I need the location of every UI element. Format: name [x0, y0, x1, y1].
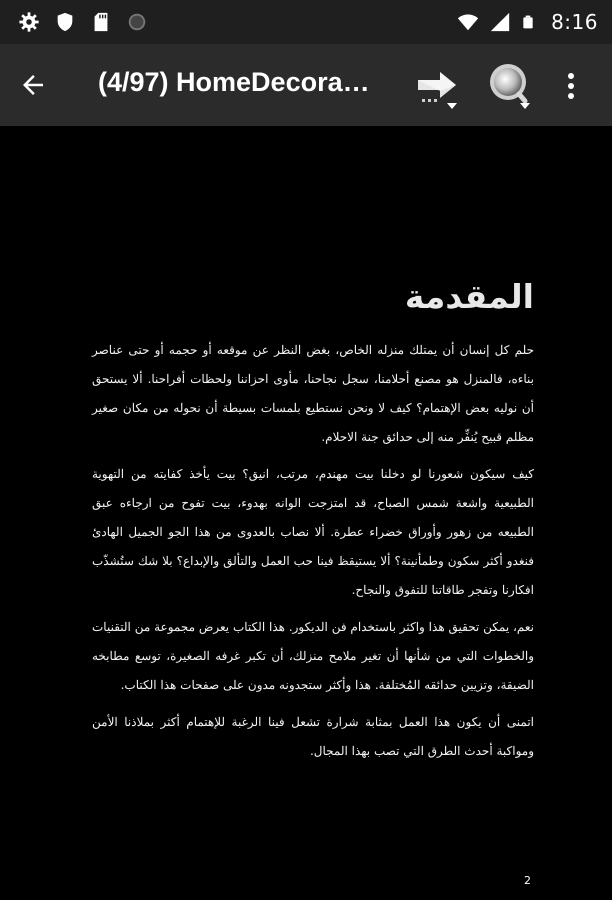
paragraph: كيف سيكون شعورنا لو دخلنا بيت مهندم، مرتب، انيق؟ بيت يأخذ كفايته من التهوية الطبيعية واشعة شمس الصباح، قد امتزجت الوانه بهدوء، بيت تفوح من ارجاءه عبق الطبيعه من زهور وأوراق خضراء عطرة. ألا نصاب بالعدوى من هذا الجو الجميل الهادئ فنغدو أكثر سكون وطمأنينة؟ ألا يستيقظ فينا حب العمل والتألق والإبداع؟ بلا شك ستُشذّب افكارنا وتفجر طاقاتنا للتفوق والنجاح.	[92, 467, 534, 597]
status-right-icons	[457, 0, 598, 44]
search-icon	[484, 58, 534, 112]
status-time: 8:16	[551, 10, 598, 34]
more-options-button[interactable]	[556, 66, 586, 106]
more-vert-icon	[567, 72, 575, 100]
sd-card-icon	[90, 11, 112, 33]
wifi-icon	[457, 11, 479, 33]
paragraph: حلم كل إنسان أن يمتلك منزله الخاص، بغض النظر عن موقعه أو حجمه أو حتى عناصر بناءه، فالمنزل هو مصنع أحلامنا، سجل نجاحنا، مأوى احزاننا ولحظات أفراحنا. ألا يستحق أن نوليه بعض الإهتمام؟ كيف لا ونحن نستطيع بلمسات بسيطة أن نحوله من مكان صغير مظلم قبيح يُنفِّر منه إلى حدائق جنة الاحلام.	[92, 343, 534, 444]
page-number: 2	[524, 874, 531, 887]
search-button[interactable]	[484, 58, 534, 112]
back-arrow-icon	[18, 70, 48, 100]
back-button[interactable]	[14, 66, 52, 104]
document-heading: المقدمة	[404, 277, 534, 316]
document-title: (4/97) HomeDecora…	[98, 67, 370, 97]
status-bar	[0, 0, 612, 44]
signal-icon	[489, 11, 511, 33]
document-content	[92, 276, 534, 774]
translate-button[interactable]	[414, 58, 464, 112]
circle-icon	[126, 11, 148, 33]
battery-icon	[521, 11, 535, 33]
app-toolbar	[0, 44, 612, 126]
paragraph: نعم، يمكن تحقيق هذا واكثر باستخدام فن الديكور. هذا الكتاب يعرض مجموعة من التقنيات والخطوات التي من شأنها أن تغير ملامح منزلك، أن تكبر غرفه الصغيرة، توسع مطابخه الضيقة، وتزيين حدائقه المُختلفة. هذا وأكثر ستجدونه مدون على صفحات هذا الكتاب.	[92, 620, 534, 692]
paragraph: اتمنى أن يكون هذا العمل بمثابة شرارة تشعل فينا الرغبة للإهتمام أكثر بملاذنا الأمن ومواكبة أحدث الطرق التي تصب بهذا المجال.	[92, 715, 534, 758]
shield-icon	[54, 11, 76, 33]
document-page[interactable]	[0, 126, 612, 900]
translate-icon	[414, 58, 464, 112]
gear-icon	[18, 11, 40, 33]
status-left-icons	[18, 11, 148, 33]
